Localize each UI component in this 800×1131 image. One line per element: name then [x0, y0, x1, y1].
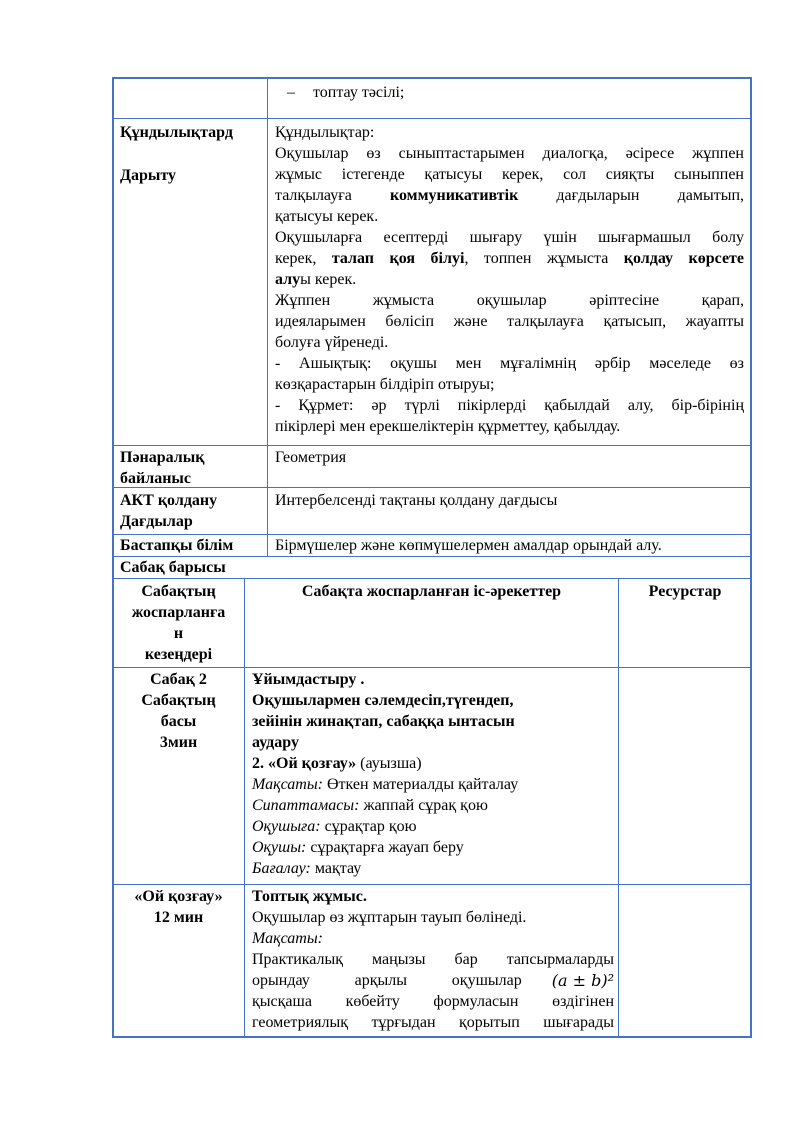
values-p1-line2: жұмыс істегенде қатысуы керек, сол сияқты сыныппен	[275, 166, 744, 183]
values-p3-line1: Жұппен жұмыста оқушылар әріптесіне қарап,	[275, 292, 744, 309]
values-p1-line1: Оқушылар өз сыныптастарымен диалогқа, әсіресе жұппен	[275, 145, 744, 162]
values-label-line2: Дарыту	[120, 167, 177, 184]
values-p4-line2: көзқарастарын білдіріп отыруы;	[275, 376, 495, 393]
values-p2-line2: керек, талап қоя білуі, топпен жұмыста қолдау көрсете	[275, 250, 745, 267]
values-p1-line3: талқылауға коммуникативтік дағдыларын дамытып,	[275, 187, 745, 204]
bullet-dash: –	[287, 84, 295, 101]
values-label-2	[120, 165, 265, 186]
values-p3-line3: болуға үйренеді.	[275, 334, 389, 351]
values-p5-line2: пікірлері мен ерекшеліктерін құрметтеу, қабылдау.	[275, 418, 621, 435]
resources-column-header: Ресурстар	[648, 583, 722, 600]
column-divider	[618, 578, 619, 1038]
lesson-course-label: Сабақ барысы	[120, 559, 226, 576]
values-p5-line1: - Құрмет: әр түрлі пікірлерді қабылдай алу, бір-бірінің	[275, 397, 744, 414]
row-divider	[112, 578, 752, 579]
stage2-label: «Ой қозғау» 12 мин	[134, 888, 223, 926]
row-divider	[112, 667, 752, 668]
grouping-method-item	[287, 82, 737, 103]
row-divider	[112, 884, 752, 885]
values-label-line1: Құндылықтард	[120, 124, 233, 141]
column-divider	[267, 77, 268, 557]
stage-column-header: Сабақтың жоспарланға н кезеңдері	[131, 583, 226, 663]
row-divider	[112, 118, 752, 119]
stage1-activities: Ұйымдастыру . Оқушылармен сәлемдесіп,түгендеп, зейінін жинақтап, сабаққа ынтасын аудару 2. «Ой қозғау» (ауызша) Мақсаты: Өткен материалды қайталау Сипаттамасы: жаппай сұрақ қою Оқушыға: сұрақтар қою Оқушы: сұрақтарға жауап беру Бағалау: мақтау	[252, 671, 519, 877]
values-p2-line3: алуы керек.	[275, 271, 357, 288]
values-heading: Құндылықтар:	[275, 124, 375, 141]
stage1-label: Сабақ 2 Сабақтың басы 3мин	[141, 671, 216, 751]
values-p3-line2: идеяларымен бөлісіп және талқылауға қатысып, жауапты	[275, 313, 744, 330]
values-label	[120, 122, 265, 143]
formula: (𝑎 ± 𝑏)²	[551, 971, 614, 990]
interdisciplinary-value: Геометрия	[275, 449, 347, 466]
stage2-formula-line: орындау арқылы оқушылар (𝑎 ± 𝑏)²	[252, 971, 614, 990]
activities-column-header: Сабақта жоспарланған іс-әрекеттер	[301, 583, 562, 600]
organization-heading: Ұйымдастыру .	[252, 671, 365, 688]
ict-label: АКТ қолдану Дағдылар	[120, 492, 218, 530]
interdisciplinary-label: Пәнаралық байланыс	[120, 449, 205, 487]
row-divider	[112, 445, 752, 446]
values-p2-line1: Оқушыларға есептерді шығару үшін шығармашыл болу	[275, 229, 744, 246]
stage2-activities: Топтық жұмыс. Оқушылар өз жұптарын тауып бөлінеді. Мақсаты: Практикалық маңызы бар тапсырмаларды орындау арқылы оқушылар (𝑎 ± 𝑏)² қысқаша көбейту формуласын өздігінен геометриялық тұрғыдан қорытып шығарады	[252, 888, 614, 1031]
values-content	[275, 122, 744, 437]
prior-knowledge-value: Бірмүшелер және көпмүшелермен амалдар орындай алу.	[275, 537, 662, 554]
values-p4-line1: - Ашықтық: оқушы мен мұғалімнің әрбір мәселеде өз	[275, 355, 744, 372]
grouping-method-text: топтау тәсілі;	[313, 84, 405, 101]
ict-value: Интербелсенді тақтаны қолдану дағдысы	[275, 492, 558, 509]
column-divider	[244, 578, 245, 1038]
values-p1-line4: қатысуы керек.	[275, 208, 379, 225]
prior-knowledge-label: Бастапқы білім	[120, 537, 234, 554]
group-work-heading: Топтық жұмыс.	[252, 888, 367, 905]
